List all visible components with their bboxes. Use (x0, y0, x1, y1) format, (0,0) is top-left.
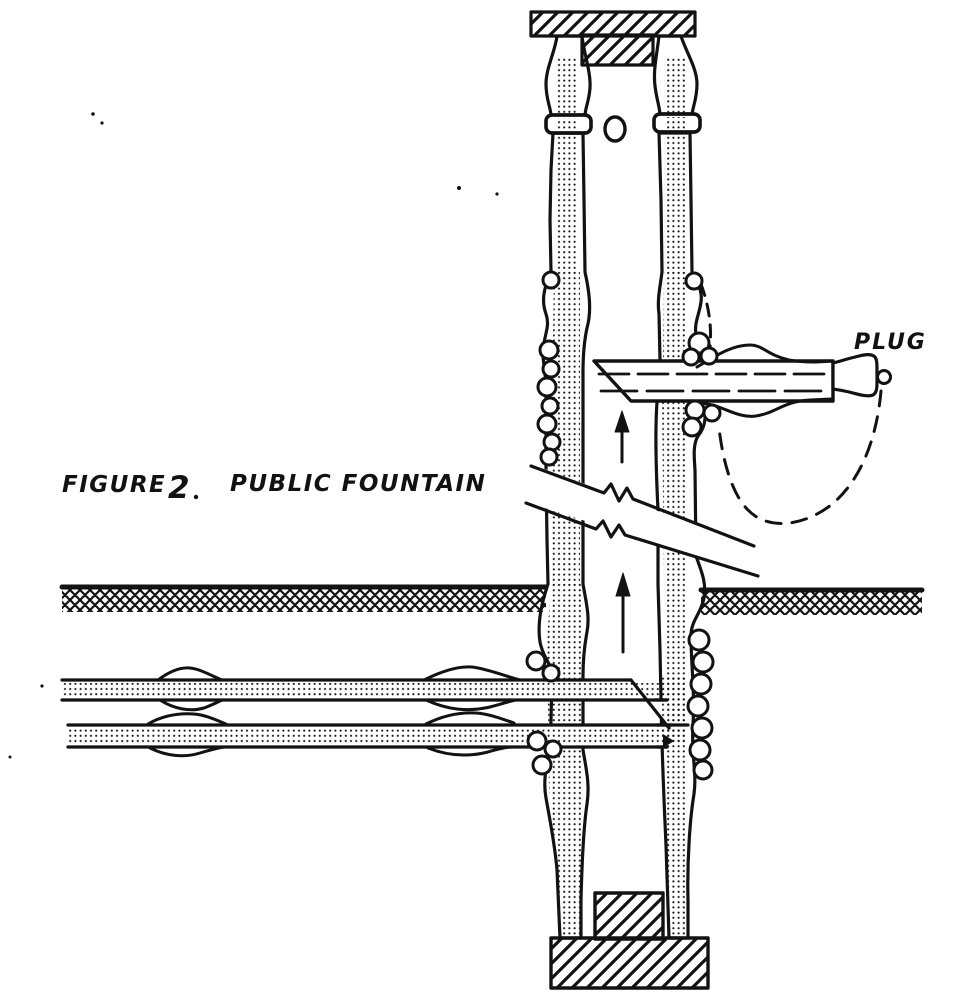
right-pipe-water-1 (664, 133, 687, 273)
ceiling-plate (531, 12, 695, 36)
base-footing (551, 938, 708, 988)
flow-arrow-up-icon (616, 573, 630, 652)
left-pipe-upper-water (556, 56, 577, 116)
dashed-jet-trajectory (719, 391, 881, 523)
figure-number: 2 (168, 470, 190, 506)
upper-supply-water (62, 683, 667, 698)
figure-title: PUBLIC FOUNTAIN (230, 471, 487, 497)
base-center-block (595, 893, 663, 939)
ground-left (62, 587, 546, 612)
vent-hole (605, 117, 625, 141)
ground-right (701, 590, 922, 615)
right-collar-water (665, 117, 686, 129)
left-pipe-water-1 (556, 133, 578, 273)
right-pipe-upper-water (664, 56, 686, 116)
right-pipe-water-2 (663, 272, 687, 360)
plug-cone (833, 355, 877, 396)
spout-assembly (594, 273, 927, 523)
plug-knob (878, 371, 891, 384)
supply-pipes (62, 652, 688, 774)
left-pipe-water-4 (547, 584, 582, 938)
plug-label: PLUG (854, 330, 927, 355)
ink-speckles (9, 112, 499, 758)
figure-caption (62, 470, 486, 506)
figure-label: FIGURE (62, 472, 167, 498)
ceiling-block (582, 35, 653, 65)
left-collar-water (556, 118, 577, 130)
flow-arrow-up-icon (615, 411, 629, 462)
right-standpipe (654, 36, 705, 938)
ground-line (62, 587, 922, 615)
lower-supply-water (68, 729, 686, 744)
spout-pipe (594, 361, 833, 401)
